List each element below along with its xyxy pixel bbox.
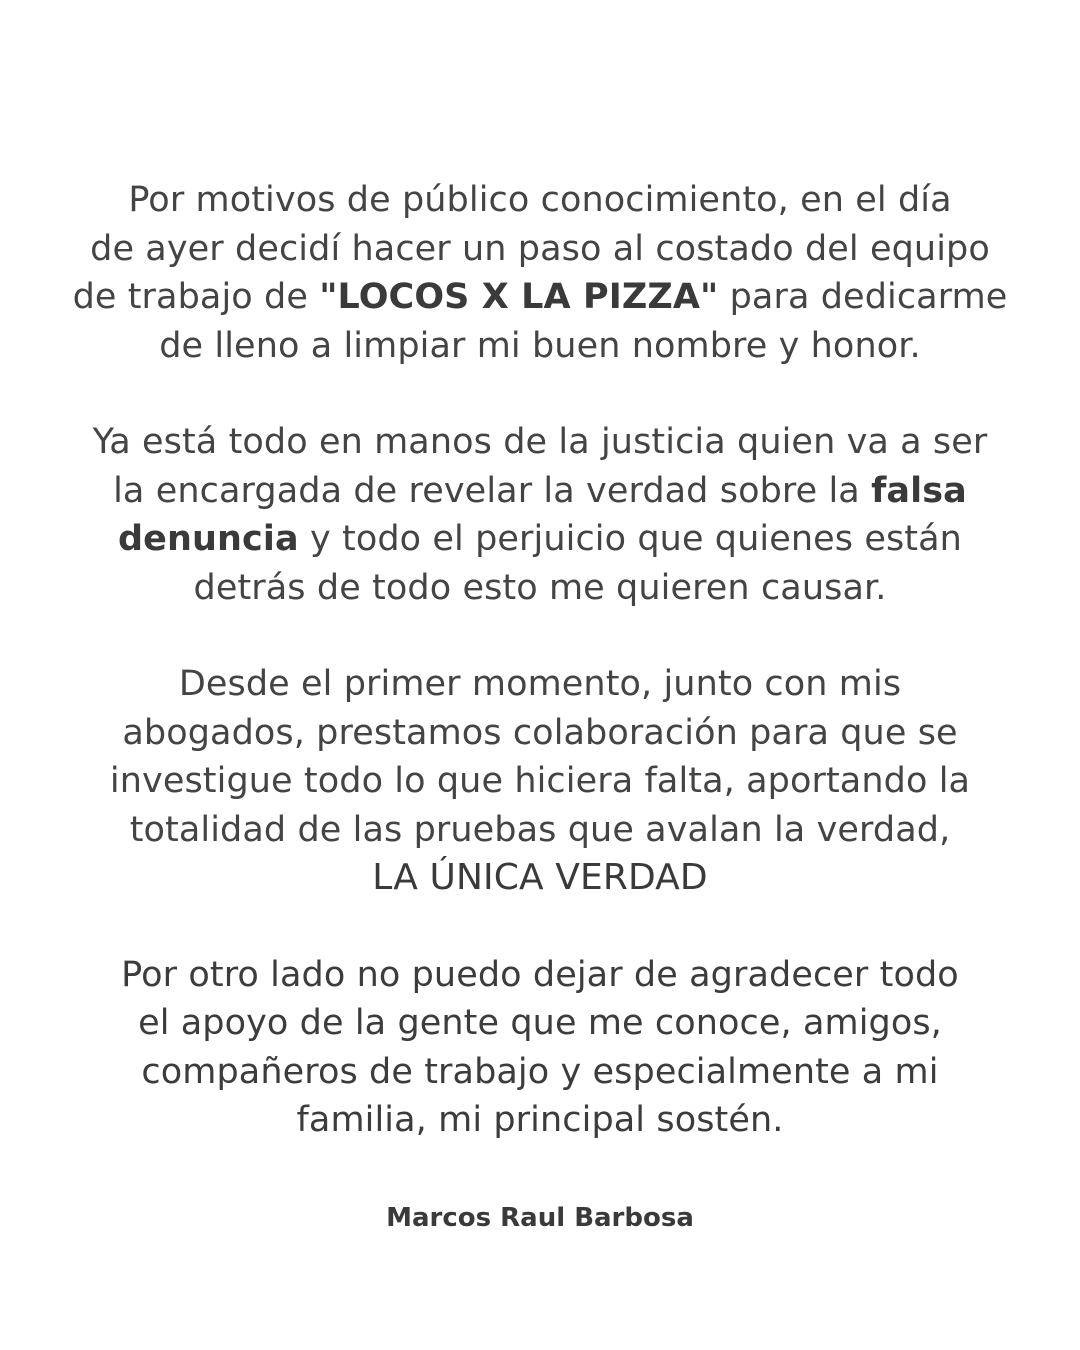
paragraph-collaboration	[40, 660, 1040, 903]
paragraph-thanks	[40, 951, 1040, 1145]
statement-body	[40, 176, 1040, 1193]
text-line: compañeros de trabajo y especialmente a mi	[141, 1051, 939, 1092]
text-line: detrás de todo esto me quieren causar.	[193, 567, 887, 608]
paragraph-resignation	[40, 176, 1040, 370]
text-line: totalidad de las pruebas que avalan la verdad,	[129, 809, 951, 850]
paragraph-justice	[40, 418, 1040, 612]
text-segment: de trabajo de	[72, 277, 320, 317]
emphasis-heading: LA ÚNICA VERDAD	[372, 857, 708, 898]
company-name: "LOCOS X LA PIZZA"	[319, 277, 719, 317]
text-line: el apoyo de la gente que me conoce, amigos,	[138, 1003, 942, 1043]
signature-name: Marcos Raul Barbosa	[386, 1203, 694, 1233]
text-segment: para dedicarme	[718, 277, 1008, 317]
text-line: abogados, prestamos colaboración para que se	[122, 712, 958, 753]
text-line: investigue todo lo que hiciera falta, aportando la	[109, 761, 971, 801]
emphasis-text: falsa	[871, 470, 967, 511]
text-line: familia, mi principal sostén.	[296, 1100, 784, 1140]
text-line	[40, 273, 1040, 322]
text-line: de ayer decidí hacer un paso al costado del equipo	[90, 228, 990, 269]
text-segment: y todo el perjuicio que quienes están	[298, 519, 962, 559]
text-line: Por motivos de público conocimiento, en el día	[128, 180, 952, 220]
emphasis-text: denuncia	[118, 519, 299, 559]
text-line: Por otro lado no puedo dejar de agradecer todo	[121, 954, 959, 995]
text-line	[40, 467, 1040, 516]
text-line: Desde el primer momento, junto con mis	[178, 664, 902, 704]
text-line: de lleno a limpiar mi buen nombre y honor.	[159, 325, 921, 366]
text-line: Ya está todo en manos de la justicia quien va a ser	[92, 422, 988, 462]
text-line	[40, 515, 1040, 564]
text-segment: la encargada de revelar la verdad sobre la	[113, 470, 872, 511]
